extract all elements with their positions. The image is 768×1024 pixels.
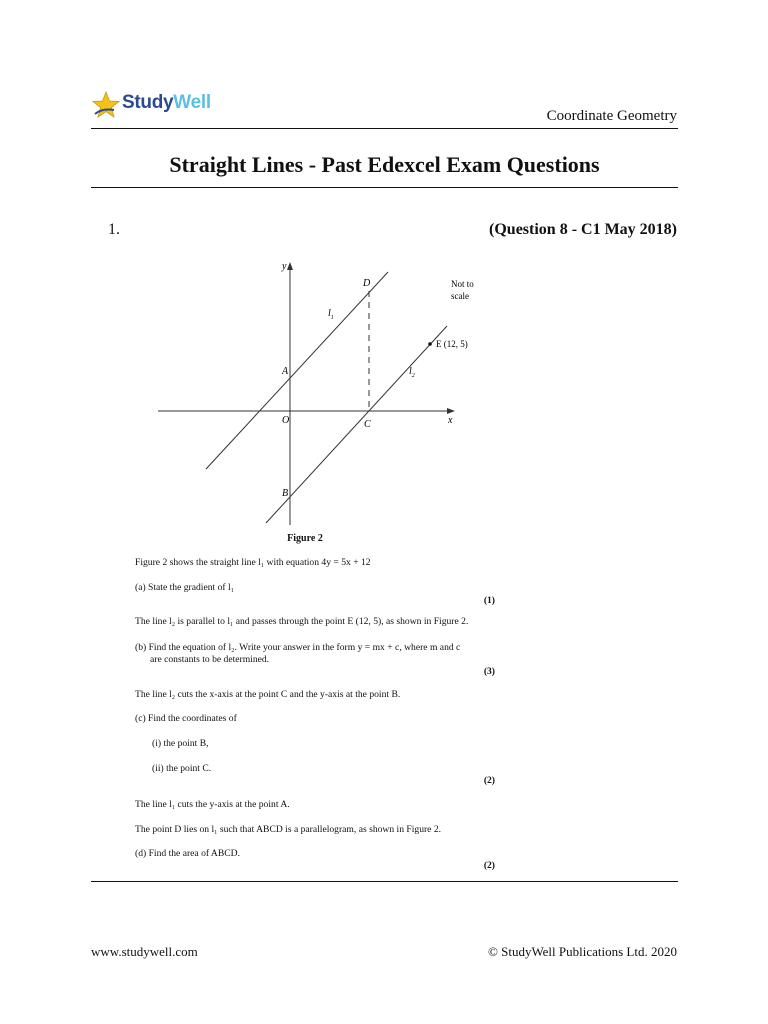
part-d: (d) Find the area of ABCD. <box>135 848 240 859</box>
part-c-ii: (ii) the point C. <box>152 763 212 774</box>
marks-b: (3) <box>483 666 495 677</box>
footer-copyright: © StudyWell Publications Ltd. 2020 <box>487 944 677 959</box>
statement-3: The line l₁ cuts the y-axis at the point A. <box>135 799 290 810</box>
y-axis-arrow <box>287 262 293 270</box>
origin-label: O <box>282 415 290 426</box>
header-topic: Coordinate Geometry <box>546 108 677 124</box>
star-icon <box>92 90 120 120</box>
marks-d: (2) <box>483 860 495 871</box>
line-l2-label: $l_2$ <box>409 366 415 379</box>
point-e-dot <box>428 342 432 346</box>
not-to-scale-line-2: scale <box>451 291 469 301</box>
figure-2 <box>150 255 480 530</box>
question-reference: (Question 8 - C1 May 2018) <box>489 221 677 238</box>
studywell-logo <box>92 90 222 122</box>
part-a: (a) State the gradient of l₁ <box>135 582 234 593</box>
part-b-line-1: (b) Find the equation of l₂. Write your answer in the form y = mx + c, where m and c <box>135 642 461 653</box>
title-rule <box>91 187 678 188</box>
line-l1 <box>206 272 388 469</box>
logo-text <box>122 92 211 114</box>
statement-1: The line l₂ is parallel to l₁ and passes through the point E (12, 5), as shown in Figure 2. <box>135 616 469 627</box>
logo-well: Well <box>173 92 211 113</box>
marks-c: (2) <box>483 775 495 786</box>
logo-study: Study <box>122 92 174 113</box>
header-rule <box>91 128 678 129</box>
line-l1-label: $l_1$ <box>328 308 334 321</box>
part-c-i: (i) the point B, <box>152 738 209 749</box>
question-intro: Figure 2 shows the straight line l₁ with equation 4y = 5x + 12 <box>135 557 371 568</box>
figure-caption: Figure 2 <box>287 533 323 544</box>
footer-website: www.studywell.com <box>91 944 198 959</box>
x-axis-arrow <box>447 408 455 414</box>
question-number: 1. <box>108 221 120 238</box>
not-to-scale-line-1: Not to <box>451 279 474 289</box>
point-c-label: C <box>364 419 371 430</box>
point-e-label: E (12, 5) <box>436 339 468 349</box>
part-c: (c) Find the coordinates of <box>135 713 237 724</box>
part-b-line-2: are constants to be determined. <box>150 654 270 665</box>
point-b-label: B <box>282 488 289 499</box>
marks-a: (1) <box>483 595 495 606</box>
line-l2 <box>266 326 447 523</box>
point-d-label: D <box>363 278 371 289</box>
x-axis-label: x <box>448 415 453 426</box>
statement-4: The point D lies on l₁ such that ABCD is a parallelogram, as shown in Figure 2. <box>135 824 442 835</box>
footer-rule <box>91 881 678 882</box>
page-title: Straight Lines - Past Edexcel Exam Questions <box>169 152 600 177</box>
statement-2: The line l₂ cuts the x-axis at the point C and the y-axis at the point B. <box>135 689 401 700</box>
point-a-label: A <box>282 366 289 377</box>
y-axis-label: y <box>282 261 287 272</box>
